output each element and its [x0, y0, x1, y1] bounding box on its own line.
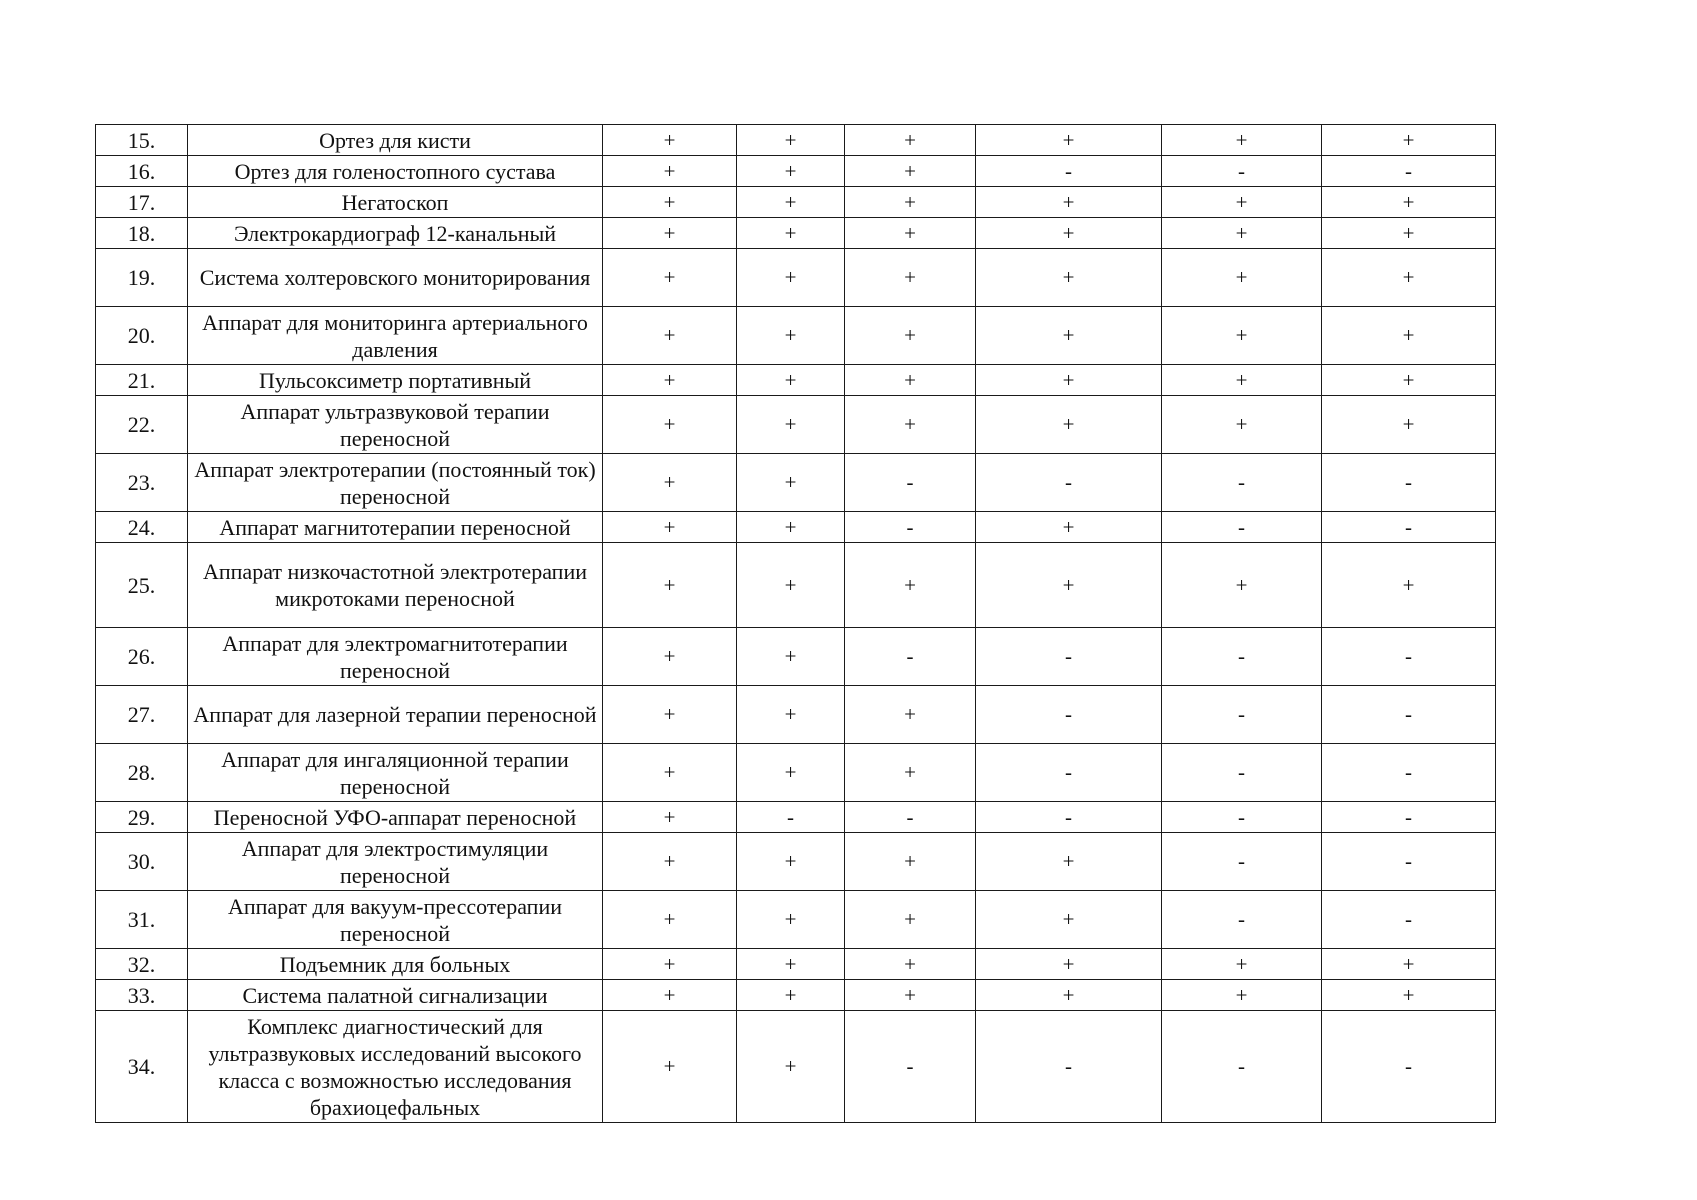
- equipment-name: Система палатной сигнализации: [188, 980, 603, 1011]
- availability-mark: +: [603, 891, 737, 949]
- row-number: 32.: [96, 949, 188, 980]
- availability-mark: +: [737, 307, 845, 365]
- availability-mark: -: [1162, 454, 1322, 512]
- availability-mark: +: [737, 396, 845, 454]
- availability-mark: -: [1322, 454, 1496, 512]
- availability-mark: -: [845, 628, 976, 686]
- availability-mark: -: [976, 454, 1162, 512]
- availability-mark: +: [1162, 307, 1322, 365]
- availability-mark: +: [603, 156, 737, 187]
- row-number: 34.: [96, 1011, 188, 1123]
- availability-mark: +: [1162, 543, 1322, 628]
- availability-mark: +: [737, 218, 845, 249]
- row-number: 19.: [96, 249, 188, 307]
- availability-mark: -: [1322, 628, 1496, 686]
- availability-mark: +: [1322, 949, 1496, 980]
- equipment-name: Система холтеровского мониторирования: [188, 249, 603, 307]
- availability-mark: +: [1162, 949, 1322, 980]
- availability-mark: -: [1322, 802, 1496, 833]
- table-body: [96, 125, 1496, 1123]
- table-row: [96, 802, 1496, 833]
- availability-mark: +: [1322, 543, 1496, 628]
- availability-mark: +: [1162, 365, 1322, 396]
- availability-mark: -: [976, 628, 1162, 686]
- row-number: 33.: [96, 980, 188, 1011]
- availability-mark: -: [1162, 628, 1322, 686]
- row-number: 24.: [96, 512, 188, 543]
- table-row: [96, 833, 1496, 891]
- availability-mark: -: [1322, 156, 1496, 187]
- equipment-name: Переносной УФО-аппарат переносной: [188, 802, 603, 833]
- table-row: [96, 396, 1496, 454]
- availability-mark: +: [603, 454, 737, 512]
- equipment-name: Аппарат магнитотерапии переносной: [188, 512, 603, 543]
- table-row: [96, 156, 1496, 187]
- availability-mark: -: [845, 454, 976, 512]
- equipment-name: Аппарат ультразвуковой терапии переносной: [188, 396, 603, 454]
- row-number: 21.: [96, 365, 188, 396]
- availability-mark: -: [976, 744, 1162, 802]
- row-number: 31.: [96, 891, 188, 949]
- availability-mark: +: [845, 833, 976, 891]
- table-row: [96, 454, 1496, 512]
- equipment-name: Аппарат для мониторинга артериального давления: [188, 307, 603, 365]
- equipment-name: Аппарат для ингаляционной терапии переносной: [188, 744, 603, 802]
- availability-mark: +: [845, 744, 976, 802]
- row-number: 25.: [96, 543, 188, 628]
- availability-mark: +: [976, 949, 1162, 980]
- availability-mark: +: [737, 512, 845, 543]
- availability-mark: +: [603, 980, 737, 1011]
- row-number: 15.: [96, 125, 188, 156]
- row-number: 20.: [96, 307, 188, 365]
- availability-mark: +: [976, 543, 1162, 628]
- availability-mark: +: [603, 628, 737, 686]
- availability-mark: +: [603, 833, 737, 891]
- availability-mark: +: [1322, 249, 1496, 307]
- availability-mark: +: [737, 454, 845, 512]
- availability-mark: +: [737, 543, 845, 628]
- table-row: [96, 1011, 1496, 1123]
- equipment-name: Пульсоксиметр портативный: [188, 365, 603, 396]
- row-number: 29.: [96, 802, 188, 833]
- availability-mark: +: [737, 949, 845, 980]
- availability-mark: +: [845, 125, 976, 156]
- availability-mark: +: [603, 802, 737, 833]
- availability-mark: +: [737, 628, 845, 686]
- availability-mark: -: [1162, 833, 1322, 891]
- availability-mark: +: [1162, 396, 1322, 454]
- availability-mark: -: [1162, 686, 1322, 744]
- equipment-name: Аппарат для вакуум-прессотерапии переносной: [188, 891, 603, 949]
- availability-mark: +: [845, 249, 976, 307]
- availability-mark: +: [976, 218, 1162, 249]
- availability-mark: -: [1322, 512, 1496, 543]
- availability-mark: +: [737, 833, 845, 891]
- equipment-name: Аппарат для электромагнитотерапии переносной: [188, 628, 603, 686]
- availability-mark: +: [603, 686, 737, 744]
- availability-mark: +: [603, 307, 737, 365]
- availability-mark: +: [845, 187, 976, 218]
- equipment-name: Ортез для голеностопного сустава: [188, 156, 603, 187]
- availability-mark: +: [976, 891, 1162, 949]
- availability-mark: +: [1162, 249, 1322, 307]
- availability-mark: +: [737, 1011, 845, 1123]
- availability-mark: +: [737, 686, 845, 744]
- table-row: [96, 512, 1496, 543]
- row-number: 22.: [96, 396, 188, 454]
- availability-mark: +: [1162, 125, 1322, 156]
- availability-mark: +: [976, 512, 1162, 543]
- row-number: 18.: [96, 218, 188, 249]
- availability-mark: -: [737, 802, 845, 833]
- equipment-name: Комплекс диагностический для ультразвуковых исследований высокого класса с возможностью исследования брахиоцефальных: [188, 1011, 603, 1123]
- availability-mark: +: [1322, 980, 1496, 1011]
- row-number: 30.: [96, 833, 188, 891]
- table-row: [96, 891, 1496, 949]
- availability-mark: +: [1322, 396, 1496, 454]
- table-row: [96, 744, 1496, 802]
- availability-mark: +: [976, 396, 1162, 454]
- table-row: [96, 980, 1496, 1011]
- availability-mark: +: [845, 218, 976, 249]
- availability-mark: -: [1162, 1011, 1322, 1123]
- availability-mark: +: [603, 1011, 737, 1123]
- availability-mark: +: [845, 949, 976, 980]
- availability-mark: +: [603, 249, 737, 307]
- availability-mark: -: [1322, 891, 1496, 949]
- table-row: [96, 949, 1496, 980]
- availability-mark: +: [845, 686, 976, 744]
- equipment-name: Аппарат низкочастотной электротерапии микротоками переносной: [188, 543, 603, 628]
- availability-mark: +: [737, 980, 845, 1011]
- table-row: [96, 543, 1496, 628]
- row-number: 26.: [96, 628, 188, 686]
- availability-mark: +: [976, 307, 1162, 365]
- availability-mark: +: [603, 744, 737, 802]
- availability-mark: +: [603, 218, 737, 249]
- availability-mark: +: [603, 396, 737, 454]
- availability-mark: -: [976, 802, 1162, 833]
- table-row: [96, 307, 1496, 365]
- availability-mark: +: [603, 187, 737, 218]
- availability-mark: -: [1162, 512, 1322, 543]
- equipment-table: [95, 124, 1496, 1123]
- equipment-name: Аппарат для электростимуляции переносной: [188, 833, 603, 891]
- availability-mark: +: [845, 156, 976, 187]
- table-row: [96, 686, 1496, 744]
- availability-mark: +: [976, 980, 1162, 1011]
- availability-mark: +: [845, 891, 976, 949]
- availability-mark: +: [976, 249, 1162, 307]
- equipment-name: Аппарат электротерапии (постоянный ток) переносной: [188, 454, 603, 512]
- availability-mark: +: [1162, 980, 1322, 1011]
- availability-mark: -: [1322, 686, 1496, 744]
- availability-mark: -: [1322, 1011, 1496, 1123]
- availability-mark: +: [845, 365, 976, 396]
- availability-mark: +: [845, 307, 976, 365]
- row-number: 23.: [96, 454, 188, 512]
- availability-mark: -: [845, 802, 976, 833]
- availability-mark: +: [845, 980, 976, 1011]
- equipment-name: Ортез для кисти: [188, 125, 603, 156]
- availability-mark: -: [845, 1011, 976, 1123]
- availability-mark: -: [976, 156, 1162, 187]
- table-row: [96, 125, 1496, 156]
- availability-mark: +: [603, 949, 737, 980]
- availability-mark: +: [845, 396, 976, 454]
- availability-mark: +: [1162, 187, 1322, 218]
- availability-mark: +: [1322, 307, 1496, 365]
- availability-mark: -: [1162, 744, 1322, 802]
- availability-mark: +: [976, 187, 1162, 218]
- row-number: 17.: [96, 187, 188, 218]
- availability-mark: +: [603, 512, 737, 543]
- availability-mark: -: [1162, 891, 1322, 949]
- availability-mark: +: [976, 125, 1162, 156]
- availability-mark: +: [976, 833, 1162, 891]
- table-row: [96, 249, 1496, 307]
- table-row: [96, 628, 1496, 686]
- availability-mark: +: [603, 125, 737, 156]
- availability-mark: +: [603, 543, 737, 628]
- availability-mark: +: [737, 156, 845, 187]
- table-row: [96, 365, 1496, 396]
- availability-mark: +: [1322, 365, 1496, 396]
- availability-mark: -: [976, 686, 1162, 744]
- equipment-name: Аппарат для лазерной терапии переносной: [188, 686, 603, 744]
- availability-mark: +: [976, 365, 1162, 396]
- availability-mark: +: [845, 543, 976, 628]
- availability-mark: +: [737, 249, 845, 307]
- table-row: [96, 218, 1496, 249]
- table-row: [96, 187, 1496, 218]
- availability-mark: -: [1162, 156, 1322, 187]
- availability-mark: +: [737, 365, 845, 396]
- availability-mark: +: [737, 744, 845, 802]
- availability-mark: +: [737, 891, 845, 949]
- row-number: 16.: [96, 156, 188, 187]
- availability-mark: -: [1322, 744, 1496, 802]
- availability-mark: +: [603, 365, 737, 396]
- availability-mark: +: [737, 187, 845, 218]
- availability-mark: +: [1162, 218, 1322, 249]
- availability-mark: -: [976, 1011, 1162, 1123]
- availability-mark: -: [1322, 833, 1496, 891]
- equipment-name: Подъемник для больных: [188, 949, 603, 980]
- availability-mark: +: [1322, 187, 1496, 218]
- availability-mark: +: [737, 125, 845, 156]
- equipment-name: Негатоскоп: [188, 187, 603, 218]
- row-number: 28.: [96, 744, 188, 802]
- availability-mark: +: [1322, 125, 1496, 156]
- equipment-name: Электрокардиограф 12-канальный: [188, 218, 603, 249]
- availability-mark: -: [845, 512, 976, 543]
- availability-mark: +: [1322, 218, 1496, 249]
- row-number: 27.: [96, 686, 188, 744]
- availability-mark: -: [1162, 802, 1322, 833]
